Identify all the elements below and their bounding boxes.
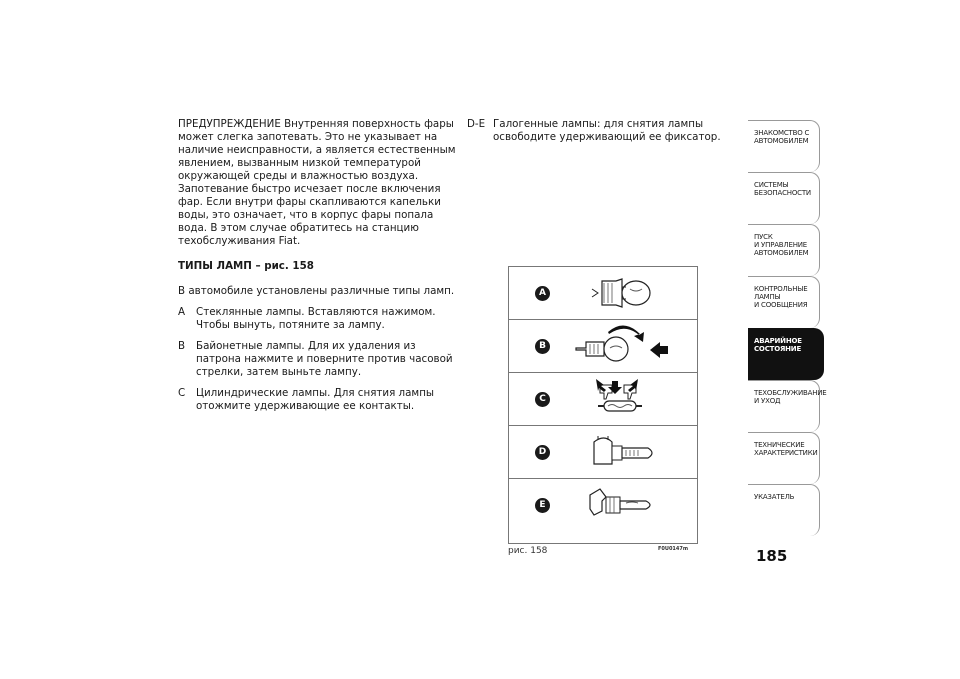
item-letter: C — [178, 387, 186, 399]
item-letter: A — [178, 306, 186, 318]
right-column — [467, 118, 729, 152]
left-column — [178, 118, 462, 421]
tab-warning-lights[interactable]: КОНТРОЛЬНЫЕ ЛАМПЫ И СООБЩЕНИЯ — [748, 276, 820, 328]
glass-bulb-icon — [564, 269, 674, 317]
bayonet-bulb-icon — [564, 322, 674, 370]
panel-label: E — [535, 498, 550, 513]
item-text: Цилиндрические лампы. Для снятия лампы отожмите удерживающие ее контакты. — [196, 387, 435, 412]
panel-label: C — [535, 392, 550, 407]
tab-emergency[interactable]: АВАРИЙНОЕ СОСТОЯНИЕ — [748, 328, 824, 380]
figure-panel-e — [509, 479, 697, 532]
warning-paragraph: ПРЕДУПРЕЖДЕНИЕ Внутренняя поверхность фары может слегка запотевать. Это не указывает на наличие неисправности, а является естественным явлением, вызванным низкой температурой окружающей среды и влажностью воздуха. Запотевание быстро исчезает после включения фар. Если внутри фары скапливаются капельки воды, это означает, что в корпус фары попала вода. В этом случае обратитесь на станцию техобслуживания Fiat. — [178, 118, 456, 247]
cylindrical-bulb-icon — [564, 375, 674, 423]
figure-caption: рис. 158 — [508, 546, 548, 556]
item-text: Байонетные лампы. Для их удаления из патрона нажмите и поверните против часовой стрелки, затем выньте лампу. — [196, 340, 453, 378]
item-text: Галогенные лампы: для снятия лампы освободите удерживающий ее фиксатор. — [493, 118, 721, 143]
tab-index[interactable]: УКАЗАТЕЛЬ — [748, 484, 820, 536]
intro-paragraph: В автомобиле установлены различные типы ламп. — [178, 285, 455, 297]
tab-specifications[interactable]: ТЕХНИЧЕСКИЕ ХАРАКТЕРИСТИКИ — [748, 432, 820, 484]
figure-panel-c — [509, 373, 697, 426]
page-number: 185 — [756, 547, 788, 565]
figure-panel-b — [509, 320, 697, 373]
figure-panel-d — [509, 426, 697, 479]
panel-label: D — [535, 445, 550, 460]
section-heading: ТИПЫ ЛАМП – рис. 158 — [178, 260, 314, 272]
list-item-de — [467, 118, 729, 144]
panel-label: B — [535, 339, 550, 354]
item-letter: D-E — [467, 118, 486, 130]
list-item-a — [178, 306, 462, 332]
list-item-c — [178, 387, 462, 413]
figure-panel-a — [509, 267, 697, 320]
figure-code: F0U0147m — [658, 546, 689, 552]
item-text: Стеклянные лампы. Вставляются нажимом. Чтобы вынуть, потяните за лампу. — [196, 306, 436, 331]
panel-label: A — [535, 286, 550, 301]
halogen-bulb-d-icon — [564, 428, 674, 476]
bulb-types-figure — [508, 266, 698, 544]
tab-starting[interactable]: ПУСК И УПРАВЛЕНИЕ АВТОМОБИЛЕМ — [748, 224, 820, 276]
tab-intro[interactable]: ЗНАКОМСТВО С АВТОМОБИЛЕМ — [748, 120, 820, 172]
tab-maintenance[interactable]: ТЕХОБСЛУЖИВАНИЕ И УХОД — [748, 380, 820, 432]
tab-safety[interactable]: СИСТЕМЫ БЕЗОПАСНОСТИ — [748, 172, 820, 224]
section-tabs — [748, 120, 827, 536]
item-letter: B — [178, 340, 186, 352]
list-item-b — [178, 340, 462, 379]
halogen-bulb-e-icon — [564, 481, 674, 529]
